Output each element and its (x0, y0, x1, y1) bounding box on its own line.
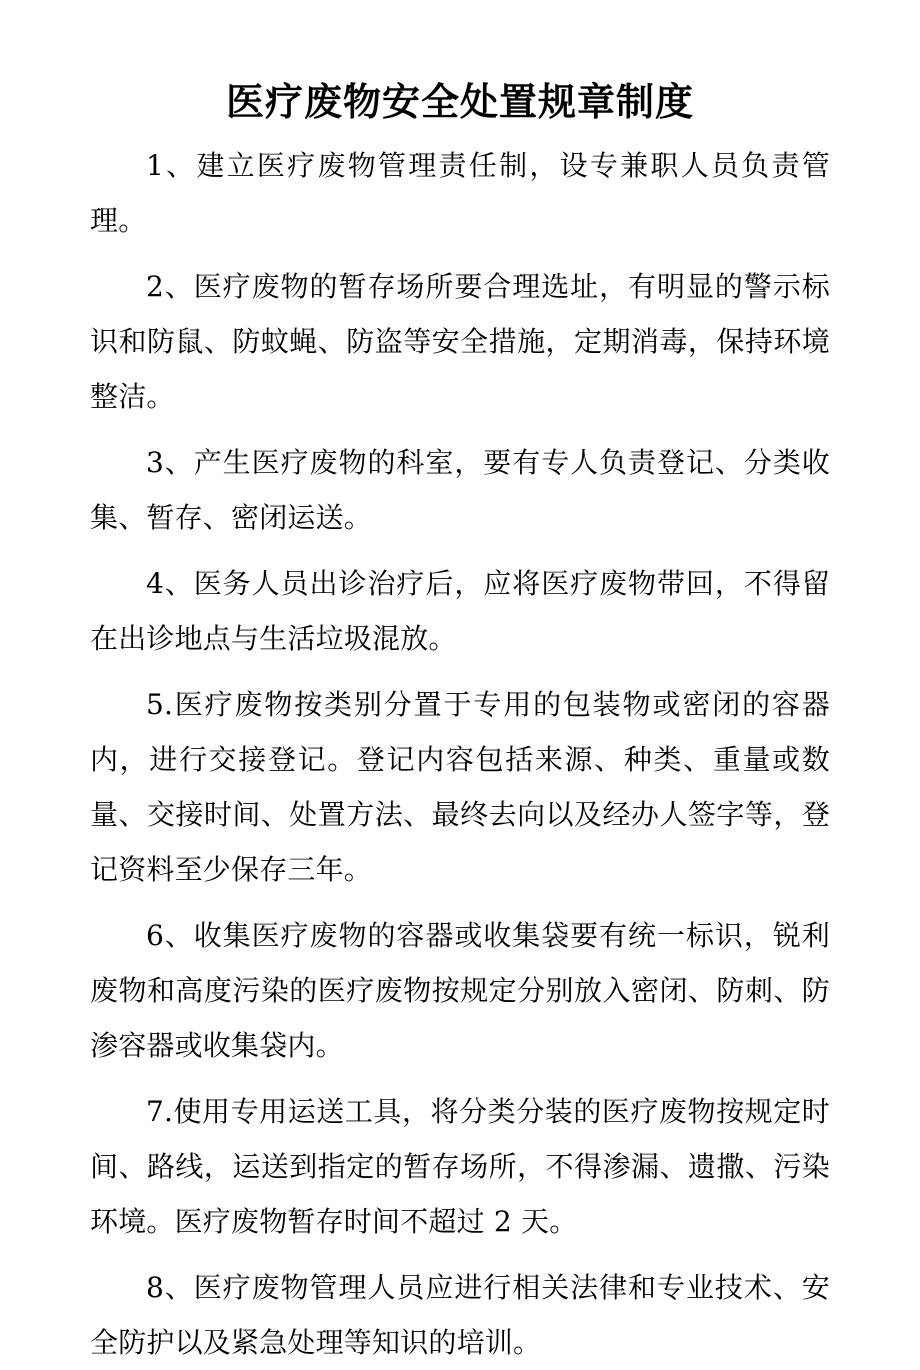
regulation-item-7: 7.使用专用运送工具，将分类分装的医疗废物按规定时间、路线，运送到指定的暂存场所，不得渗漏、遗撒、污染环境。医疗废物暂存时间不超过 2 天。 (90, 1095, 830, 1238)
document-title: 医疗废物安全处置规章制度 (225, 80, 694, 124)
regulation-item-6: 6、收集医疗废物的容器或收集袋要有统一标识，锐利废物和高度污染的医疗废物按规定分别放入密闭、防刺、防渗容器或收集袋内。 (90, 919, 830, 1062)
regulation-item-4: 4、医务人员出诊治疗后，应将医疗废物带回，不得留在出诊地点与生活垃圾混放。 (90, 567, 830, 655)
regulation-item-5: 5.医疗废物按类别分置于专用的包装物或密闭的容器内，进行交接登记。登记内容包括来源、种类、重量或数量、交接时间、处置方法、最终去向以及经办人签字等，登记资料至少保存三年。 (90, 688, 830, 886)
regulation-item-3: 3、产生医疗废物的科室，要有专人负责登记、分类收集、暂存、密闭运送。 (90, 446, 830, 534)
regulation-item-1: 1、建立医疗废物管理责任制，设专兼职人员负责管理。 (90, 149, 830, 237)
regulation-item-8: 8、医疗废物管理人员应进行相关法律和专业技术、安全防护以及紧急处理等知识的培训。 (90, 1271, 830, 1359)
regulation-item-2: 2、医疗废物的暂存场所要合理选址，有明显的警示标识和防鼠、防蚊蝇、防盗等安全措施，定期消毒，保持环境整洁。 (90, 270, 830, 413)
